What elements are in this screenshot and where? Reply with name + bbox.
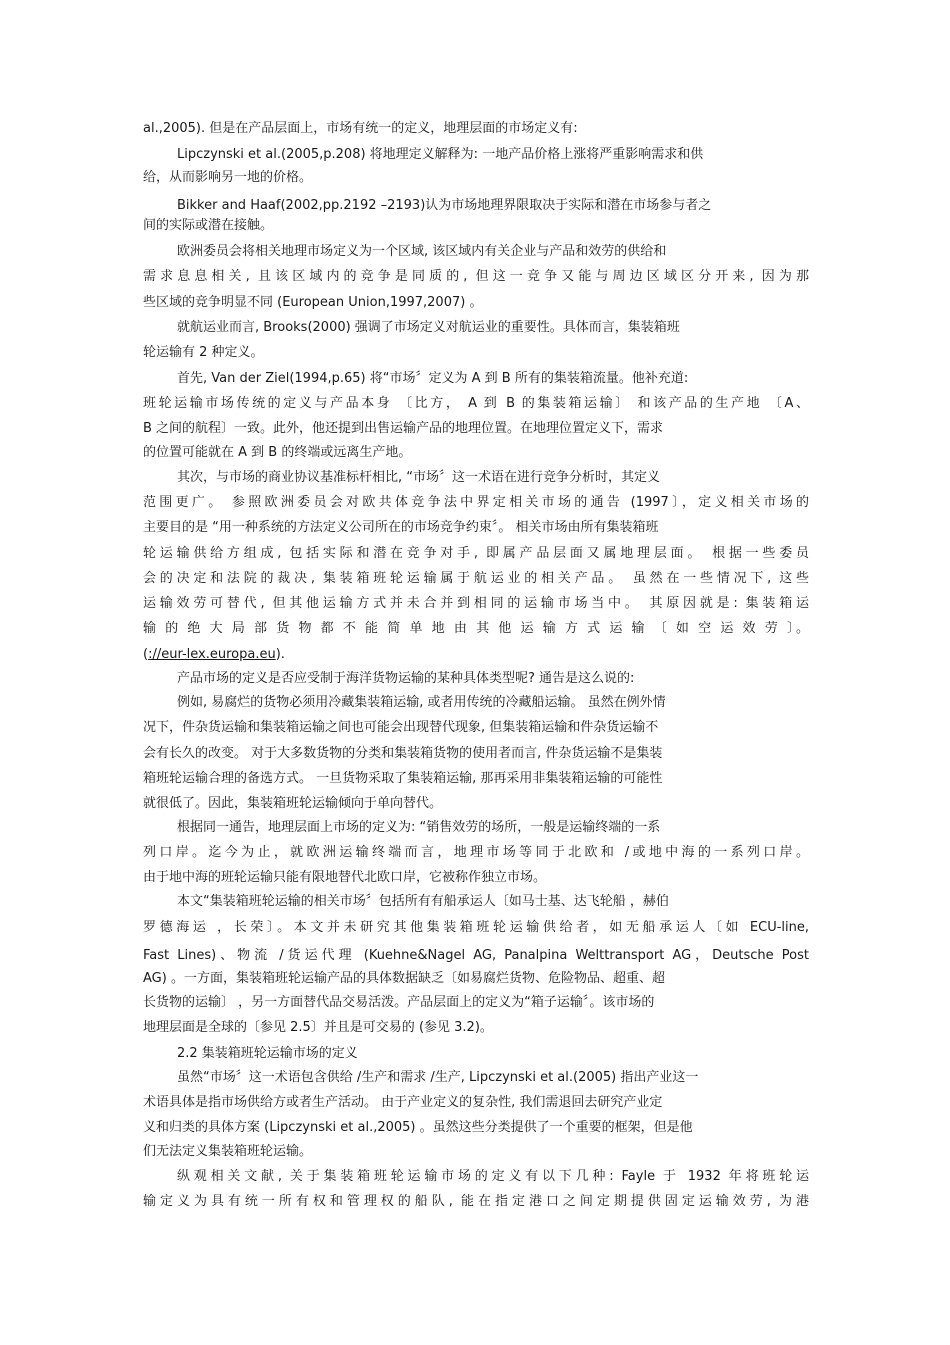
text-line: 欧洲委员会将相关地理市场定义为一个区域, 该区域内有关企业与产品和效劳的供给和 — [177, 244, 667, 259]
text-line: 箱班轮运输合理的备选方式。 一旦货物采取了集装箱运输, 那再采用非集装箱运输的可能性 — [143, 771, 663, 786]
text-line: 输定义为具有统一所有权和管理权的船队, 能在指定港口之间定期提供固定运输效劳, 为港 — [143, 1194, 809, 1209]
text-line: 轮运输供给方组成, 包括实际和潜在竞争对手, 即属产品层面又属地理层面。 根据一些委员 — [143, 546, 809, 561]
text-line: 长货物的运输〕 ，另一方面替代品交易活泼。产品层面上的定义为“箱子运输〞。该市场的 — [143, 995, 655, 1010]
text-line: 些区域的竞争明显不同 (European Union,1997,2007) 。 — [143, 295, 483, 310]
text-line: 虽然“市场〞这一术语包含供给 /生产和需求 /生产, Lipczynski et al.(2005) 指出产业这一 — [177, 1070, 699, 1085]
text-line: 首先, Van der Ziel(1994,p.65) 将“市场〞定义为 A 到 B 所有的集装箱流量。他补充道: — [177, 371, 689, 386]
section-heading: 2.2 集装箱班轮运输市场的定义 — [177, 1046, 358, 1061]
text-line: 会有长久的改变。 对于大多数货物的分类和集装箱货物的使用者而言, 件杂货运输不是集装 — [143, 746, 663, 761]
text-line: B 之间的航程〕一致。此外，他还提到出售运输产品的地理位置。在地理位置定义下，需求 — [143, 421, 664, 436]
text-line: 班轮运输市场传统的定义与产品本身 〔比方， A 到 B 的集装箱运输〕 和该产品的生产地 〔A、 — [143, 396, 809, 411]
text-line: 例如, 易腐烂的货物必须用冷藏集装箱运输, 或者用传统的冷藏船运输。 虽然在例外情 — [177, 695, 666, 710]
text-line: Bikker and Haaf(2002,pp.2192 –2193)认为市场地理界限取决于实际和潜在市场参与者之 — [177, 198, 712, 213]
text-line: Fast Lines)、物流 /货运代理 (Kuehne&Nagel AG, Panalpina Welttransport AG，Deutsche Post — [143, 948, 809, 963]
text-line: 罗德海运 ，长荣〕。本文并未研究其他集装箱班轮运输供给者，如无船承运人〔如 ECU-line, — [143, 920, 809, 935]
text-line: 输 的 绝 大 局 部 货 物 都 不 能 简 单 地 由 其 他 运 输 方 式 运 输 〔 如 空 运 效 劳 〕。 — [143, 621, 809, 636]
link-line: (://eur-lex.europa.eu). — [143, 647, 285, 662]
text-line: 地理层面是全球的〔参见 2.5〕并且是可交易的 (参见 3.2)。 — [143, 1020, 493, 1035]
text-line: 间的实际或潜在接触。 — [143, 218, 274, 233]
text-line: al.,2005). 但是在产品层面上，市场有统一的定义，地理层面的市场定义有: — [143, 121, 578, 136]
text-line: 会的决定和法院的裁决, 集装箱班轮运输属于航运业的相关产品。 虽然在一些情况下, 这些 — [143, 571, 809, 586]
text-line: 需求息息相关, 且该区域内的竞争是同质的, 但这一竞争又能与周边区域区分开来, 因为那 — [143, 269, 809, 284]
text-line: 义和归类的具体方案 (Lipczynski et al.,2005) 。虽然这些分类提供了一个重要的框架，但是他 — [143, 1120, 693, 1135]
eur-lex-link[interactable]: ://eur-lex.europa.eu — [148, 647, 276, 662]
text-line: 们无法定义集装箱班轮运输。 — [143, 1144, 313, 1159]
text-line: 根据同一通告，地理层面上市场的定义为: “销售效劳的场所，一般是运输终端的一系 — [177, 820, 661, 835]
text-line: 由于地中海的班轮运输只能有限地替代北欧口岸，它被称作独立市场。 — [143, 870, 547, 885]
text-line: 术语具体是指市场供给方或者生产活动。 由于产业定义的复杂性, 我们需退回去研究产业定 — [143, 1095, 663, 1110]
text-line: 轮运输有 2 种定义。 — [143, 345, 264, 360]
text-line: 的位置可能就在 A 到 B 的终端或远离生产地。 — [143, 445, 412, 460]
text-line: AG) 。一方面，集装箱班轮运输产品的具体数据缺乏〔如易腐烂货物、危险物品、超重、超 — [143, 971, 665, 986]
text-line: 就很低了。因此，集装箱班轮运输倾向于单向替代。 — [143, 796, 443, 811]
text-line: 产品市场的定义是否应受制于海洋货物运输的某种具体类型呢? 通告是这么说的: — [177, 671, 635, 686]
text-line: 运输效劳可替代, 但其他运输方式并未合并到相同的运输市场当中。 其原因就是: 集装箱运 — [143, 596, 809, 611]
text-line: 况下，件杂货运输和集装箱运输之间也可能会出现替代现象, 但集装箱运输和件杂货运输不 — [143, 720, 659, 735]
text-line: Lipczynski et al.(2005,p.208) 将地理定义解释为: 一地产品价格上涨将严重影响需求和供 — [177, 147, 704, 162]
text-line: 其次，与市场的商业协议基准标杆相比, “市场〞这一术语在进行竞争分析时，其定义 — [177, 470, 661, 485]
text-line: 就航运业而言, Brooks(2000) 强调了市场定义对航运业的重要性。具体而言，集装箱班 — [177, 320, 680, 335]
text-line: 主要目的是 “用一种系统的方法定义公司所在的市场竞争约束〞。 相关市场由所有集装箱班 — [143, 520, 659, 535]
text-line: 本文“集装箱班轮运输的相关市场〞包括所有有船承运人〔如马士基、达飞轮船 ，赫伯 — [177, 894, 669, 909]
text-line: 纵观相关文献, 关于集装箱班轮运输市场的定义有以下几种: Fayle 于 1932 年将班轮运 — [177, 1169, 809, 1184]
text-line: 列口岸。迄今为止，就欧洲运输终端而言，地理市场等同于北欧和 /或地中海的一系列口岸。 — [143, 845, 809, 860]
text-line: 范围更广。 参照欧洲委员会对欧共体竞争法中界定相关市场的通告 (1997〕，定义相关市场的 — [143, 495, 809, 510]
text-line: 给，从而影响另一地的价格。 — [143, 170, 313, 185]
